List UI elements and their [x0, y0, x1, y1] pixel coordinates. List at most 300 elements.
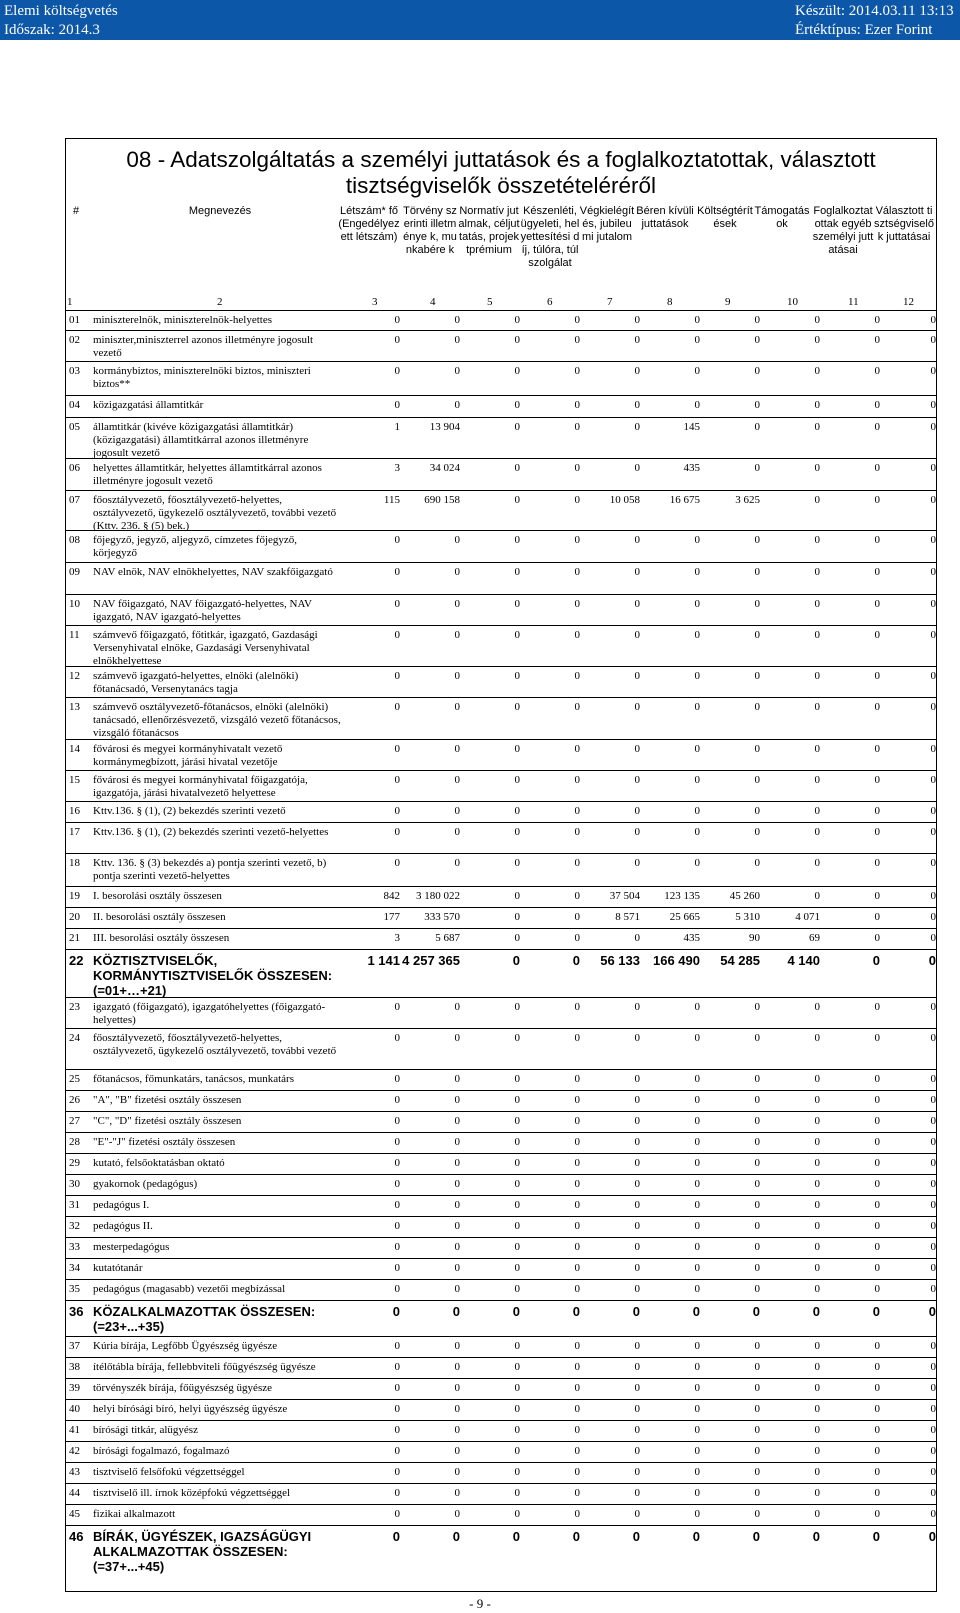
cell-value: 0	[454, 1382, 460, 1394]
cell-value: 0	[814, 805, 820, 817]
cell-value: 0	[454, 743, 460, 755]
cell-value: 0	[754, 826, 760, 838]
cell-value: 0	[928, 1529, 936, 1544]
row-number: 44	[69, 1487, 80, 1499]
cell-value: 0	[454, 1073, 460, 1085]
cell-value: 0	[752, 1529, 760, 1544]
cell-value: 0	[634, 826, 640, 838]
column-header: Támogatások	[754, 205, 810, 230]
table-row	[0, 1483, 960, 1504]
row-label: ítélőtábla bírája, fellebbviteli főügyészség ügyésze	[93, 1361, 316, 1373]
cell-value: 0	[514, 1283, 520, 1295]
cell-value: 0	[574, 1032, 580, 1044]
table-row	[0, 594, 960, 625]
cell-value: 333 570	[424, 911, 460, 923]
cell-value: 0	[814, 1487, 820, 1499]
cell-value: 0	[572, 1304, 580, 1319]
cell-value: 0	[754, 1283, 760, 1295]
row-number: 01	[69, 314, 80, 326]
cell-value: 0	[574, 1073, 580, 1085]
table-row	[0, 886, 960, 907]
report-unit: Értéktípus: Ezer Forint	[795, 22, 933, 38]
cell-value: 145	[683, 421, 700, 433]
cell-value: 0	[574, 743, 580, 755]
cell-value: 0	[754, 314, 760, 326]
report-period: Időszak: 2014.3	[4, 22, 100, 38]
cell-value: 0	[814, 566, 820, 578]
cell-value: 0	[814, 629, 820, 641]
cell-value: 0	[872, 953, 880, 968]
cell-value: 0	[874, 1032, 880, 1044]
cell-value: 0	[394, 566, 400, 578]
row-divider	[65, 1090, 937, 1091]
column-header: Végkielégítés, jubileumi jutalom	[579, 205, 635, 243]
row-divider	[65, 1111, 937, 1112]
table-row	[0, 395, 960, 417]
cell-value: 0	[514, 1508, 520, 1520]
cell-value: 0	[394, 1115, 400, 1127]
row-label: kormánybiztos, miniszterelnöki biztos, miniszteri biztos**	[93, 365, 311, 390]
row-divider	[65, 886, 937, 887]
cell-value: 0	[634, 314, 640, 326]
cell-value: 0	[514, 629, 520, 641]
cell-value: 3	[394, 462, 400, 474]
cell-value: 0	[514, 1241, 520, 1253]
column-number: 4	[430, 296, 436, 308]
cell-value: 0	[754, 534, 760, 546]
table-row	[0, 801, 960, 822]
cell-value: 0	[874, 805, 880, 817]
cell-value: 69	[809, 932, 820, 944]
cell-value: 0	[634, 805, 640, 817]
cell-value: 0	[874, 1094, 880, 1106]
row-divider	[65, 801, 937, 802]
cell-value: 0	[634, 1032, 640, 1044]
row-divider	[65, 1420, 937, 1421]
cell-value: 0	[874, 774, 880, 786]
row-divider	[65, 907, 937, 908]
cell-value: 90	[749, 932, 760, 944]
cell-value: 0	[754, 1340, 760, 1352]
row-divider	[65, 853, 937, 854]
cell-value: 25 665	[669, 911, 700, 923]
row-label: Kttv. 136. § (3) bekezdés a) pontja szerinti vezető, b) pontja szerinti vezető-helyettes	[93, 857, 327, 882]
cell-value: 0	[514, 1220, 520, 1232]
cell-value: 0	[814, 1283, 820, 1295]
row-divider	[65, 1279, 937, 1280]
cell-value: 0	[694, 1115, 700, 1127]
row-number: 08	[69, 534, 80, 546]
cell-value: 8 571	[615, 911, 640, 923]
row-divider	[65, 1153, 937, 1154]
row-number: 17	[69, 826, 80, 838]
cell-value: 0	[930, 1241, 936, 1253]
row-number: 20	[69, 911, 80, 923]
row-label: főtanácsos, főmunkatárs, tanácsos, munkatárs	[93, 1073, 294, 1085]
row-divider	[65, 1357, 937, 1358]
cell-value: 0	[930, 534, 936, 546]
cell-value: 0	[574, 629, 580, 641]
row-number: 21	[69, 932, 80, 944]
table-row	[0, 1300, 960, 1336]
row-number: 15	[69, 774, 80, 786]
row-number: 40	[69, 1403, 80, 1415]
cell-value: 0	[694, 1508, 700, 1520]
row-divider	[65, 458, 937, 459]
cell-value: 0	[394, 598, 400, 610]
cell-value: 0	[814, 1361, 820, 1373]
table-row	[0, 361, 960, 395]
cell-value: 0	[394, 1424, 400, 1436]
cell-value: 0	[814, 857, 820, 869]
row-number: 43	[69, 1466, 80, 1478]
row-label: "A", "B" fizetési osztály összesen	[93, 1094, 242, 1106]
cell-value: 0	[514, 421, 520, 433]
cell-value: 0	[514, 1361, 520, 1373]
column-number: 5	[487, 296, 493, 308]
cell-value: 0	[814, 365, 820, 377]
cell-value: 0	[454, 365, 460, 377]
cell-value: 0	[930, 743, 936, 755]
row-divider	[65, 1028, 937, 1029]
row-number: 06	[69, 462, 80, 474]
row-divider	[65, 395, 937, 396]
cell-value: 0	[634, 743, 640, 755]
row-number: 36	[69, 1304, 84, 1319]
cell-value: 0	[394, 743, 400, 755]
row-label: kutató, felsőoktatásban oktató	[93, 1157, 225, 1169]
cell-value: 0	[930, 1403, 936, 1415]
cell-value: 0	[694, 1487, 700, 1499]
cell-value: 0	[574, 805, 580, 817]
cell-value: 0	[814, 494, 820, 506]
cell-value: 0	[874, 1241, 880, 1253]
cell-value: 0	[632, 1304, 640, 1319]
row-number: 34	[69, 1262, 80, 1274]
column-number: 3	[372, 296, 378, 308]
row-label: fővárosi és megyei kormányhivatalt vezető kormánymegbízott, járási hivatal vezetője	[93, 743, 283, 768]
cell-value: 0	[930, 857, 936, 869]
cell-value: 0	[814, 1340, 820, 1352]
column-number: 2	[217, 296, 223, 308]
table-row	[0, 625, 960, 666]
cell-value: 0	[814, 462, 820, 474]
cell-value: 0	[574, 774, 580, 786]
cell-value: 0	[694, 826, 700, 838]
cell-value: 0	[930, 462, 936, 474]
row-label: II. besorolási osztály összesen	[93, 911, 226, 923]
row-label: főosztályvezető, főosztályvezető-helyettes, osztályvezető, ügykezelő osztályvezető, további vezető	[93, 1032, 337, 1057]
cell-value: 0	[634, 1283, 640, 1295]
row-divider	[65, 1336, 937, 1337]
cell-value: 0	[754, 805, 760, 817]
cell-value: 0	[874, 701, 880, 713]
cell-value: 0	[694, 399, 700, 411]
cell-value: 0	[574, 857, 580, 869]
cell-value: 0	[812, 1529, 820, 1544]
row-divider	[65, 1132, 937, 1133]
cell-value: 0	[814, 1262, 820, 1274]
cell-value: 0	[454, 598, 460, 610]
column-numbers	[0, 296, 960, 310]
row-label: fizikai alkalmazott	[93, 1508, 176, 1520]
table-row	[0, 1462, 960, 1483]
cell-value: 690 158	[424, 494, 460, 506]
row-divider	[65, 1258, 937, 1259]
cell-value: 0	[814, 743, 820, 755]
cell-value: 0	[514, 598, 520, 610]
cell-value: 0	[754, 1241, 760, 1253]
row-divider	[65, 822, 937, 823]
cell-value: 0	[454, 1220, 460, 1232]
row-number: 26	[69, 1094, 80, 1106]
cell-value: 0	[754, 670, 760, 682]
cell-value: 0	[574, 1136, 580, 1148]
cell-value: 0	[930, 566, 936, 578]
cell-value: 0	[694, 1199, 700, 1211]
cell-value: 0	[874, 743, 880, 755]
row-divider	[65, 625, 937, 626]
cell-value: 0	[692, 1304, 700, 1319]
cell-value: 0	[634, 932, 640, 944]
cell-value: 0	[694, 1241, 700, 1253]
cell-value: 0	[394, 701, 400, 713]
cell-value: 0	[514, 1073, 520, 1085]
cell-value: 0	[574, 890, 580, 902]
row-label: pedagógus (magasabb) vezetői megbízással	[93, 1283, 286, 1295]
cell-value: 0	[814, 399, 820, 411]
cell-value: 0	[454, 1115, 460, 1127]
cell-value: 0	[754, 1136, 760, 1148]
cell-value: 0	[634, 1073, 640, 1085]
row-number: 07	[69, 494, 80, 506]
row-number: 29	[69, 1157, 80, 1169]
table-row	[0, 853, 960, 886]
cell-value: 0	[930, 365, 936, 377]
cell-value: 0	[634, 334, 640, 346]
cell-value: 0	[454, 1508, 460, 1520]
cell-value: 0	[454, 774, 460, 786]
cell-value: 0	[634, 365, 640, 377]
cell-value: 0	[514, 462, 520, 474]
cell-value: 0	[514, 494, 520, 506]
row-label: pedagógus I.	[93, 1199, 150, 1211]
row-label: helyettes államtitkár, helyettes államtitkárral azonos illetményre jogosult vezető	[93, 462, 322, 487]
cell-value: 0	[694, 1178, 700, 1190]
cell-value: 0	[394, 1262, 400, 1274]
cell-value: 0	[754, 1157, 760, 1169]
cell-value: 0	[514, 826, 520, 838]
row-label: törvényszék bírája, főügyészség ügyésze	[93, 1382, 272, 1394]
row-label: KÖZALKALMAZOTTAK ÖSSZESEN: (=23+...+35)	[93, 1304, 316, 1334]
cell-value: 0	[634, 1487, 640, 1499]
cell-value: 0	[454, 1283, 460, 1295]
cell-value: 0	[394, 1403, 400, 1415]
cell-value: 0	[754, 399, 760, 411]
cell-value: 0	[454, 566, 460, 578]
cell-value: 3 180 022	[416, 890, 460, 902]
cell-value: 0	[874, 1115, 880, 1127]
cell-value: 0	[634, 598, 640, 610]
cell-value: 0	[874, 1487, 880, 1499]
column-header: Béren kívüli juttatások	[636, 205, 694, 230]
cell-value: 0	[634, 1445, 640, 1457]
page-number: - 9 -	[469, 1596, 491, 1611]
cell-value: 0	[930, 1178, 936, 1190]
cell-value: 56 133	[600, 953, 640, 968]
cell-value: 0	[574, 1115, 580, 1127]
cell-value: 0	[694, 1340, 700, 1352]
cell-value: 0	[874, 534, 880, 546]
cell-value: 0	[514, 1001, 520, 1013]
row-label: helyi bírósági bíró, helyi ügyészség ügyésze	[93, 1403, 288, 1415]
table-row	[0, 1237, 960, 1258]
cell-value: 0	[874, 1001, 880, 1013]
cell-value: 5 687	[435, 932, 460, 944]
cell-value: 0	[514, 399, 520, 411]
cell-value: 0	[514, 1032, 520, 1044]
cell-value: 0	[512, 1529, 520, 1544]
cell-value: 0	[514, 1157, 520, 1169]
cell-value: 0	[930, 1220, 936, 1232]
cell-value: 0	[454, 1157, 460, 1169]
cell-value: 0	[514, 743, 520, 755]
table-row	[0, 1090, 960, 1111]
cell-value: 0	[394, 1199, 400, 1211]
cell-value: 0	[814, 1073, 820, 1085]
cell-value: 0	[930, 701, 936, 713]
cell-value: 0	[574, 1361, 580, 1373]
table-row	[0, 949, 960, 997]
cell-value: 0	[454, 334, 460, 346]
cell-value: 0	[930, 805, 936, 817]
cell-value: 0	[694, 1157, 700, 1169]
row-number: 16	[69, 805, 80, 817]
row-number: 02	[69, 334, 80, 346]
cell-value: 0	[634, 1424, 640, 1436]
row-divider	[65, 1237, 937, 1238]
cell-value: 0	[394, 1487, 400, 1499]
cell-value: 0	[874, 365, 880, 377]
row-number: 27	[69, 1115, 80, 1127]
cell-value: 0	[930, 1073, 936, 1085]
cell-value: 0	[930, 598, 936, 610]
cell-value: 0	[694, 1361, 700, 1373]
row-divider	[65, 949, 937, 950]
row-divider	[65, 361, 937, 362]
table-row	[0, 1153, 960, 1174]
cell-value: 4 071	[795, 911, 820, 923]
row-divider	[65, 1378, 937, 1379]
cell-value: 0	[574, 1001, 580, 1013]
cell-value: 0	[574, 1199, 580, 1211]
row-number: 18	[69, 857, 80, 869]
cell-value: 0	[454, 1178, 460, 1190]
cell-value: 0	[694, 1073, 700, 1085]
cell-value: 0	[634, 1199, 640, 1211]
column-number: 11	[848, 296, 859, 308]
cell-value: 0	[454, 1466, 460, 1478]
row-label: BÍRÁK, ÜGYÉSZEK, IGAZSÁGÜGYI ALKALMAZOTTAK ÖSSZESEN: (=37+...+45)	[93, 1529, 312, 1574]
cell-value: 0	[930, 494, 936, 506]
column-number: 1	[67, 296, 73, 308]
cell-value: 0	[574, 1220, 580, 1232]
cell-value: 0	[454, 1340, 460, 1352]
cell-value: 0	[574, 462, 580, 474]
table-row	[0, 928, 960, 949]
cell-value: 0	[930, 932, 936, 944]
cell-value: 0	[814, 1403, 820, 1415]
header-left	[4, 2, 118, 40]
cell-value: 0	[634, 1157, 640, 1169]
cell-value: 0	[574, 598, 580, 610]
cell-value: 0	[634, 857, 640, 869]
cell-value: 0	[574, 494, 580, 506]
cell-value: 0	[394, 805, 400, 817]
row-label: mesterpedagógus	[93, 1241, 170, 1253]
report-header-bar	[0, 0, 960, 40]
cell-value: 0	[930, 1466, 936, 1478]
cell-value: 4 140	[787, 953, 820, 968]
cell-value: 0	[874, 494, 880, 506]
cell-value: 0	[514, 932, 520, 944]
row-divider	[65, 310, 937, 311]
table-row	[0, 1504, 960, 1525]
table-row	[0, 562, 960, 594]
cell-value: 0	[574, 1508, 580, 1520]
cell-value: 0	[634, 670, 640, 682]
cell-value: 0	[454, 805, 460, 817]
cell-value: 0	[574, 1094, 580, 1106]
row-number: 09	[69, 566, 80, 578]
row-number: 35	[69, 1283, 80, 1295]
table-row	[0, 1111, 960, 1132]
cell-value: 0	[574, 911, 580, 923]
cell-value: 0	[514, 857, 520, 869]
cell-value: 0	[394, 1340, 400, 1352]
cell-value: 37 504	[609, 890, 640, 902]
cell-value: 0	[930, 1262, 936, 1274]
cell-value: 0	[634, 399, 640, 411]
row-label: tisztviselő ill. írnok középfokú végzettséggel	[93, 1487, 291, 1499]
row-divider	[65, 997, 937, 998]
cell-value: 0	[394, 774, 400, 786]
cell-value: 0	[754, 1220, 760, 1232]
cell-value: 177	[383, 911, 400, 923]
cell-value: 0	[930, 421, 936, 433]
table-row	[0, 1357, 960, 1378]
cell-value: 0	[874, 857, 880, 869]
cell-value: 0	[694, 774, 700, 786]
cell-value: 0	[872, 1529, 880, 1544]
cell-value: 0	[930, 629, 936, 641]
cell-value: 0	[814, 1241, 820, 1253]
cell-value: 0	[394, 629, 400, 641]
cell-value: 0	[394, 334, 400, 346]
cell-value: 45 260	[729, 890, 760, 902]
row-number: 39	[69, 1382, 80, 1394]
row-label: bírósági titkár, alügyész	[93, 1424, 198, 1436]
cell-value: 0	[394, 314, 400, 326]
cell-value: 0	[874, 1073, 880, 1085]
row-label: államtitkár (kivéve közigazgatási államtitkár) (közigazgatási) államtitkárral azonos illetményre jogosult vezető	[93, 421, 309, 459]
cell-value: 0	[814, 1508, 820, 1520]
cell-value: 0	[814, 1157, 820, 1169]
cell-value: 0	[514, 314, 520, 326]
row-label: igazgató (főigazgató), igazgatóhelyettes (főigazgató-helyettes)	[93, 1001, 326, 1026]
cell-value: 1	[394, 421, 400, 433]
cell-value: 0	[874, 629, 880, 641]
